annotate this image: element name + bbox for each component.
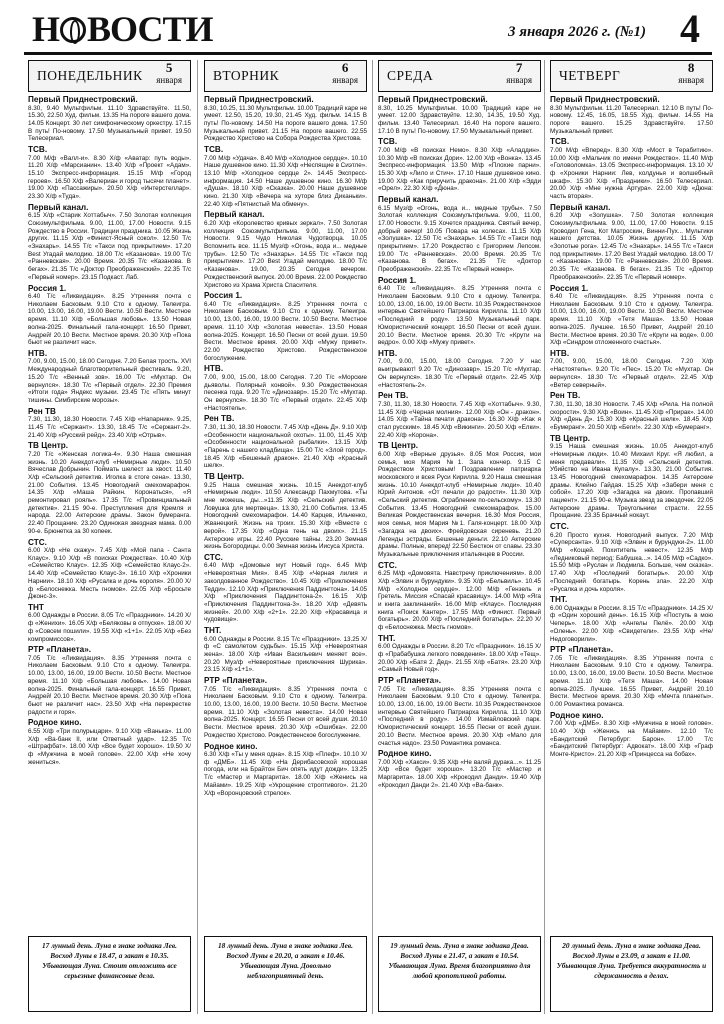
page-number: 4 bbox=[680, 6, 700, 51]
channel-listing bbox=[28, 95, 191, 933]
channel-name: Родное кино. bbox=[378, 749, 432, 759]
channel-name: Рен ТВ bbox=[28, 406, 56, 416]
channel-name: РТР «Планета». bbox=[378, 676, 442, 686]
column-divider bbox=[544, 60, 545, 1014]
lunar-forecast: 17 лунный день. Луна в знаке зодиака Лев. Восход Луны в 18.47, а закат в 10.35. Убывающая Луна. Стоит отложить все серьезные финансовые дела. bbox=[28, 936, 191, 1012]
issue-date: 3 января 2026 г. (№1) bbox=[508, 24, 646, 40]
channel-name: РТР «Планета». bbox=[28, 645, 92, 655]
channel-name: РТР «Планета». bbox=[204, 676, 268, 686]
channel-name: ТНТ. bbox=[204, 626, 222, 636]
channel-name: СТС. bbox=[204, 552, 223, 562]
column-divider bbox=[197, 60, 198, 1014]
program-list: 7.30, 11.30, 18.30 Новости. 7.45 Х/ф «Рила. На полной скорости». 9.30 Х/ф «Воин». 11.45 Х/ф «Прирак». 14.00 Х/ф «День Д». 15.30 Х/ф «Красный шелк». 18.45 Х/ф «Бумеранг». 20.50 Х/ф «Беги!». 22.30 Х/ф «Бумеранг». bbox=[550, 400, 713, 431]
program-list: 7.00 М/ф «Вперед». 8.30 Х/ф «Мост в Терабитию». 10.00 Х/ф «Мальчик по имени Рождество». 11.40 М/ф «Головоломка». 13.05 Экспресс-информация. 13.10 Х/ф «Хроники Нарнии: Лев, колдунья и волшебный шкаф». 15.30 Х/ф «Праздники». 16.50 Телесериал. 20.00 Х/ф «Мне нужна Артура». 22.00 Х/ф «Дюна: часть вторая». bbox=[550, 146, 713, 201]
program-list: 6.40 Т/с «Ликвидация». 8.25 Утренняя почта с Николаем Басковым. 9.10 Сто к одному. Телеигра. 10.00, 13.00, 16.00, 19.00 Вести. 10.50 Вести. Местное время. 11.10 Х/ф «Золотая невеста». 13.50 Новая волна-2025. Концерт. 16.50 Песни от всей души. 19.50 Вести. Местное время. 20.00 Х/ф «Мужу привет». 22.00 Рождество Христово. Рождественское богослужение. bbox=[204, 300, 367, 362]
day-column bbox=[550, 60, 713, 1014]
channel-name: СТС. bbox=[378, 560, 397, 570]
program-list: 6.40 Т/с «Ликвидация». 8.25 Утренняя почта с Николаем Басковым. 9.10 Сто к одному. Телеигра. 10.00, 13.00, 16.00, 19.00 Вести. 10.50 Вести. Местное время. 11.10 Х/ф «Тетя Маша». 13.50 Новая волна-2025. Лучшее. 16.50 Привет, Андрей! 20.10 Вести. Местное время. 20.30 Т/с «Круги на воде». 0.00 Х/ф «Синдром отложенного счастья». bbox=[550, 293, 713, 347]
program-list: 7.05 Т/с «Ликвидация». 8.35 Утренняя почта с Николаем Басковым. 9.10 Сто к одному. Телеигра. 10.00, 13.00, 16.00, 19.00 Вести. 10.50 Вести. Местное время. 11.10 Х/ф «Тетя Маша». 14.00 Новая волна-2025. Лучшее. 16.55 Привет, Андрей! 20.10 Вести. Местное время. 20.30 Х/ф «Мечта планеты». 0.00 Романтика романса. bbox=[550, 654, 713, 708]
channel-name: ТСВ. bbox=[550, 137, 570, 147]
day-name: СРЕДА bbox=[387, 68, 434, 83]
day-name: ЧЕТВЕРГ bbox=[559, 68, 621, 83]
channel-name: Россия 1. bbox=[378, 275, 417, 285]
channel-name: НТВ. bbox=[204, 364, 224, 374]
day-header bbox=[28, 60, 191, 92]
day-date: 8 января bbox=[678, 60, 704, 85]
day-name: ВТОРНИК bbox=[213, 68, 280, 83]
program-list: 7.00 М/ф «Валл-и». 8.30 Х/ф «Аватар: путь воды». 11.20 Х/ф «Марсианин». 13.40 Х/ф «Проект «Адам». 15.10 Экспресс-информация. 15.15 М/ф «Город героев». 16.50 Х/ф «Валериан и город тысячи планет». 19.00 Х/ф «Пассажиры». 20.50 Х/ф «Интерстеллар». 23.30 Х/ф «Туда». bbox=[28, 154, 191, 201]
channel-listing bbox=[204, 95, 367, 933]
program-list: 9.15 Наша смешная жизнь. 10.05 Анекдот-клуб «Немирные люди». 10.40 Михаил Круг. «Я любил, а меня предавали». 11.35 Х/ф «Сельский детектив. Убийство на Ивана Купалу». 13.30, 21.00 События. 13.45 Новогодний смехомарафон. 14.35 Актерские драмы. Клейно Гайдая. 15.25 Х/ф «Забери меня с собой». 17.20 Х/ф «Загадка на двоих. Пропавший пациент». 21.15 90-е. Музыка звезд за звездочек. 22.05 Актерские драмы. Треугольники страсти. 22.55 Прощание. 23.35 Брачный нокаут. bbox=[550, 443, 713, 520]
program-list: 6.00 Однажды в России. 8.15 Т/с «Праздники». 14.25 Х/ф «Один хороший день». 16.15 Х/ф «Поступь в мою Чеперь». 18.00 Х/ф «Ангелы Пелё». 20.00 Х/ф «Олень». 22.00 Х/ф «Свидетели». 23.55 Х/ф «Не/Недоговорили». bbox=[550, 604, 713, 643]
channel-name: ТНТ. bbox=[550, 595, 568, 605]
channel-name: Родное кино. bbox=[204, 741, 258, 751]
channel-name: ТНТ bbox=[28, 602, 44, 612]
program-list: 8.30, 10.25, 11.30 Мультфильм. 10.00 Традиций каре не умеет. 12.50, 15.20, 19.30, 21.45 Худ. фильм. 14.15 В путь! По-новому. 14.50 На пороге вашего дома. 17.50 Музыкальный привет. 21.15 На пороге вашего. 22.55 Рождество Христово на Собора Рождества Христова. bbox=[204, 104, 367, 143]
channel-name: Первый канал. bbox=[28, 202, 89, 212]
program-list: 7.00, 9.00, 15.00, 18.00 Сегодня. 7.20 Белая трость. XVI Международный благотворительный фестиваль. 9.20, 15.20 Т/с «Венный зов». 16.00 Т/с «Мухтар. Он вернулся». 18.30 Т/с «Первый отдел». 22.30 Премия «Итоги года» Яндекс музыки. 23.45 Т/с «Пять минут тишины. Симбирские морозы». bbox=[28, 358, 191, 404]
program-list: 6.15 Муз/ф «Огонь, вода и... медные трубы». 7.50 Золотая коллекция Союзмультфильма. 9.00, 11.00, 17.00 Новости. 9.15 Хочется праздника. Святый вечер, добрый вечер! 10.05 Повара на колесах. 11.15 Х/ф «Золушка». 12.50 Т/с «Знахарь». 14.55 Т/с «Такси под прикрытием». 17.20 Рождество с Григорием Лепсом. 19.00 Т/с «Ранневская». 20.00 Время. 20.35 Т/с «Казанова. В бегах». 21.35 Т/с «Доктор Преображенский». 22.35 Т/с «Первый номер». bbox=[378, 204, 541, 274]
day-column bbox=[28, 60, 191, 1014]
channel-name: ТВ Центр. bbox=[204, 472, 245, 482]
channel-name: Россия 1. bbox=[204, 291, 243, 301]
channel-name: СТС. bbox=[550, 522, 569, 532]
program-list: 6.00 Х/ф «Не скажу». 7.45 Х/ф «Мой папа - Санта Клаус». 9.10 Х/ф «В поисках Рождества». 10.40 Х/ф «Семейство Клаус». 12.35 Х/ф «Семейство Клаус-2». 14.40 Х/ф «Семейство Клаус-3». 16.10 Х/ф «Хроники Нарнии». 18.10 Х/ф «Русалка и дочь короля». 20.00 Х/ф «Белоснежка. Месть гномов». 22.05 Х/ф «Бросьте Джонс-3». bbox=[28, 547, 191, 601]
tv-schedule-grid bbox=[28, 60, 712, 1014]
program-list: 6.20 Х/ф «Королевство кривых зеркал». 7.50 Золотая коллекция Союзмультфильма. 9.00, 11.00, 17.00 Новости. 9.15 Чудо Николая Чудотворца. 10.05 Вспомнить все. 11.15 Муз/ф «Огонь, вода и... медные трубы». 12.50 Т/с «Знахарь». 14.55 Т/с «Такси под прикрытием». 17.20 Best Угадай мелодию. 18.00 Т/с «Казанова». 19.00, 20.35 Сегодня вечером. Рождественский выпуск. 20.00 Время. 22.00 Рождество Христово из Храма Христа Спасителя. bbox=[204, 219, 367, 289]
program-list: 6.00 Однажды в России. 8.15 Т/с «Праздники». 13.25 Х/ф «С самолетом судьбы». 15.15 Х/ф «Невероятная жена». 18.00 Х/ф «Иван Васильевич меняет все». 20.20 Муз/ф «Невероятные приключения Шурика». 23.15 Х/ф «1+1». bbox=[204, 635, 367, 674]
column-divider bbox=[372, 60, 373, 1014]
channel-name: ТСВ. bbox=[204, 145, 224, 155]
channel-name: Родное кино. bbox=[550, 710, 604, 720]
channel-name: ТНТ. bbox=[378, 633, 396, 643]
program-list: 7.20 Т/с «Женская логика-4». 9.30 Наша смешная жизнь. 10.20 Анекдот-клуб «Немирные люди». 10.50 Вячеслав Добрынин. Поймать шелест за хвост. 11.40 Х/ф «Сельский детектив. Иголка в стоге сена». 13.30, 21.00 События. 13.45 Новогодний смехомарафон. 14.35 Х/ф «Маша Райкин. Коронаться», «Я ремонтировал рояль». 17.35 Т/с «Провинциальный детектив». 21.15 90-е. Преступления для Кремля и народа. 22.00 Актерские драмы. Закон бумеранга. 22.40 Прощание. 23.20 Одинокая звездная мама. 0.00 90-е. Брюнетка за 30 копеек. bbox=[28, 450, 191, 535]
program-list: 7.05 Т/с «Ликвидация». 8.35 Утренняя почта с Николаем Басковым. 9.10 Сто к одному. Телеигра. 10.00, 13.00, 16.00, 19.00 Вести. 10.35 Рождественское интервью Святейшего Патриарха Кирилла. 11.10 Х/ф «Последний в роду». 14.00 Измайловский парк. Юмористический концерт. 16.55 Песни от всей души. 20.10 Вести. Местное время. 20.30 Х/ф «Мало для счастья надо». 23.50 Романтика романса. bbox=[378, 685, 541, 747]
program-list: 7.00 М/ф «В поисках Немо». 8.30 Х/ф «Аладдин». 10.30 М/ф «В поисках Дори». 12.00 Х/ф «Вонка». 13.45 Экспресс-информация. 13.50 М/ф «Плохие парни». 15.30 Х/ф «Лило и Стич». 17.10 Наше душевное кино. 19.00 Х/ф «Как приручить дракона». 21.00 Х/ф «Эдди «Орел». 22.30 Х/ф «Дюна». bbox=[378, 146, 541, 193]
masthead-rule bbox=[24, 52, 712, 55]
program-list: 8.30 Мультфильм. 11.20 Телесериал. 12.10 В путь! По-новому. 12.45, 16.05, 18.55 Худ. фильм. 14.55 На пороге вашего. 15.25 Здравствуйте. 17.50 Музыкальный привет. bbox=[550, 104, 713, 135]
program-list: 7.00, 9.00, 15.00, 18.00 Сегодня. 7.20 Х/ф «Настоятель». 9.20 Т/с «Пес». 15.20 Т/с «Мухтар. Он вернулся». 18.30 Т/с «Первый отдел». 22.45 Х/ф «Ветер северный». bbox=[550, 358, 713, 389]
channel-name: Рен ТВ. bbox=[204, 414, 235, 424]
day-date: 6 января bbox=[332, 60, 358, 85]
channel-name: Рен ТВ. bbox=[550, 391, 581, 401]
day-date: 5 января bbox=[156, 60, 182, 85]
channel-name: Россия 1. bbox=[28, 283, 67, 293]
day-column bbox=[378, 60, 541, 1014]
day-column bbox=[204, 60, 367, 1014]
day-header bbox=[378, 60, 541, 92]
lunar-forecast: 19 лунный день. Луна в знаке зодиака Дева. Восход Луны в 21.47, а закат в 10.54. Убывающая Луна. Время благоприятно для любой кропотливой работы. bbox=[378, 936, 541, 1012]
program-list: 6.30 Х/ф «Ты у меня одна». 8.15 Х/ф «Плеф». 10.10 Х/ф «ДМБ». 11.45 Х/ф «На Дерибасовской хорошая погода, или на Брайтон Бич опять идут дожди». 13.25 Т/с «Мастер и Маргарита». 18.00 Х/ф «Женись на Майами». 19.25 Х/ф «Укрощение строптивого». 21.20 Х/ф «Воронцовский стрелок». bbox=[204, 751, 367, 797]
program-list: 7.00, 9.00, 15.00, 18.00 Сегодня. 7.20 У нас выигрывают! 9.20 Т/с «Динозавр». 15.20 Т/с «Мухтар. Он вернулся». 18.30 Т/с «Первый отдел». 22.45 Х/ф «Настоятель-2». bbox=[378, 358, 541, 389]
masthead bbox=[24, 6, 712, 52]
newspaper-logo: Н ВОСТИ bbox=[32, 9, 213, 49]
day-date: 7 января bbox=[506, 60, 532, 85]
day-header bbox=[550, 60, 713, 92]
program-list: 7.00 Х/ф «ДМБ». 8.30 Х/ф «Мужчина в моей голове». 10.40 Х/ф «Женись на Майами». 12.10 Т/с «Бандитский Петербург: Барон». 17.00 Т/с «Бандитский Петербург: Адвокат». 18.00 Х/ф «Граф Монте-Кристо». 21.20 Х/ф «Принцесса на бобах». bbox=[550, 720, 713, 759]
program-list: 7.05 Т/с «Ликвидация». 8.35 Утренняя почта с Николаем Басковым. 9.10 Сто к одному. Телеигра. 10.00, 13.00, 16.00, 19.00 Вести. 10.50 Вести. Местное время. 11.10 Х/ф «Большая любовь». 14.00 Новая волна-2025. Финальный гала-концерт. 16.55 Привет, Андрей! 20.10 Вести. Местное время. 20.30 Х/ф «Пока бьют не различит нас». 23.50 Х/ф «На перекрестке радости и горя». bbox=[28, 654, 191, 716]
day-header bbox=[204, 60, 367, 92]
program-list: 7.30, 11.30, 18.30 Новости. 7.45 Х/ф «Хоттабыч». 9.30, 11.45 Х/ф «Черная молния». 12.00 Х/ф «Он - дракон». 14.05 Х/ф «Тайна печати дракона». 16.30 Х/ф «Как я стал русским». 18.45 Х/ф «Викинги». 20.50 Х/ф «Елки». 22.40 Х/ф «Корона». bbox=[378, 400, 541, 439]
day-name: ПОНЕДЕЛЬНИК bbox=[37, 68, 143, 83]
program-list: 6.40 Т/с «Ликвидация». 8.25 Утренняя почта с Николаем Басковым. 9.10 Сто к одному. Телеигра. 10.00, 13.00, 16.00, 19.00 Вести. 10.35 Рождественское интервью Святейшего Патриарха Кирилла. 11.10 Х/ф «Последний в роду». 13.50 Музыкальный парк. Юмористический концерт. 16.50 Песни от всей души. 20.10 Вести. Местное время. 20.30 Т/с «Крути на ведро». 0.00 Х/ф «Мужу привет». bbox=[378, 285, 541, 347]
channel-name: ТВ Центр. bbox=[378, 441, 419, 451]
channel-name: Первый канал. bbox=[378, 195, 439, 205]
program-list: 9.25 Наша смешная жизнь. 10.15 Анекдот-клуб «Немирные люди». 10.50 Александр Пахмутова. «Ты мне можешь, ды...»11.35 Х/ф «Сельский детектив. Ловушка для мертвеца». 13.30, 21.00 События. 13.45 Новогодний смехомарафон. 14.40 Карцев, Ильченко, Жванецкий. Жизнь на троих. 15.30 Х/ф «Вместе с верой». 17.35 Х/ф «Одна тень на двоих». 21.15 Актерские игры. 22.40 Русские тайны. 23.20 Земная жизнь Богородицы. 0.00 Земная жизнь Иисуса Христа. bbox=[204, 481, 367, 551]
channel-name: СТС. bbox=[28, 537, 47, 547]
channel-name: НТВ. bbox=[28, 348, 48, 358]
program-list: 6.20 Просто кухня. Новогодний выпуск. 7.20 М/ф «Суперсанта». 9.10 Х/ф «Элвин и бурундуки-2». 11.00 М/ф «Кощей. Похититель невест». 12.35 М/ф «Ледниковый период: Бабушка...». 14.05 М/ф «Садко». 15.50 М/ф «Руслан и Людмила. Больше, чем сказка». 17.40 Х/ф «Последний богатырь». 20.00 Х/ф «Последний богатырь. Корень зла». 22.20 Х/ф «Русалка и дочь короля». bbox=[550, 531, 713, 593]
lunar-forecast: 20 лунный день. Луна в знаке зодиака Дева. Восход Луны в 23.09, а закат в 11.00. Убывающая Луна. Требуется аккуратность и сдержанность в делах. bbox=[550, 936, 713, 1012]
program-list: 8.30, 10.25 Мультфильм. 10.00 Традиций каре не умеет. 12.00 Здравствуйте. 12.30, 14.35, 19.50 Худ. фильм. 13.40 Телесериал. 16.40 На пороге вашего. 17.10 В путь! По-новому. 17.50 Музыкальный привет. bbox=[378, 104, 541, 135]
channel-name: Рен ТВ. bbox=[378, 391, 409, 401]
channel-name: РТР «Планета». bbox=[550, 645, 614, 655]
channel-name: ТСВ. bbox=[28, 145, 48, 155]
program-list: 7.30, 11.30, 18.30 Новости. 7.45 Х/ф «Напарник». 9.25, 11.45 Т/с «Сержант». 13.30, 18.45 Т/с «Сержант-2». 21.40 Х/ф «Русский рейд». 23.40 Х/ф «Отрыв». bbox=[28, 416, 191, 439]
program-list: 6.55 Х/ф «Три полурыцари». 9.10 Х/ф «Ванька». 11.00 Х/ф «Ва-банк II, или Ответный удар». 12.35 Т/с «Штрафбат». 18.00 Х/ф «Все будет хорошо». 19.50 Х/ф «Мужчина в моей голове». 22.00 Х/ф «Не хочу жениться». bbox=[28, 727, 191, 766]
program-list: 6.00 Однажды в России. 8.20 Т/с «Праздники». 16.15 Х/ф «Прабабушка легкого поведения». 18.00 Х/ф «Тещ». 20.00 Х/ф «Батя 2. Дед». 21.55 Х/ф «Батя». 23.20 Х/ф «Самый Новый год». bbox=[378, 643, 541, 674]
program-list: 6.25 М/ф «Домовята. Навстречу приключениям». 8.00 Х/ф «Элвин и бурундуки». 9.35 Х/ф «Бельвиль». 10.45 М/ф «Холодное сердце». 12.00 М/ф «Гензель и Гретель. Миссия «Спасай красавицу». 14.00 М/ф «Яга и книга заклинаний». 16.00 М/ф «Клаус». Последняя книга «Поиск Кантер». 17.55 М/ф «Финист. Первый богатырь». 20.00 Х/ф «Последний богатырь». 22.20 Х/ф «Белоснежка. Месть гномов». bbox=[378, 570, 541, 632]
channel-name: Первый канал. bbox=[550, 202, 611, 212]
channel-name: ТВ Центр. bbox=[28, 441, 69, 451]
channel-listing bbox=[550, 95, 713, 933]
channel-name: Первый Приднестровский. bbox=[28, 95, 138, 104]
channel-name: Первый канал. bbox=[204, 210, 265, 220]
channel-name: Первый Приднестровский. bbox=[550, 95, 660, 104]
program-list: 7.00, 9.00, 15.00, 18.00 Сегодня. 7.20 Т/с «Морские дьяволы. Полярный конвой». 9.30 Рождественская песенка года. 9.20 Т/с «Динозавр». 15.20 Т/с «Мухтар. Он вернулся». 18.30 Т/с «Первый отдел». 22.45 Х/ф «Настоятель». bbox=[204, 373, 367, 412]
program-list: 6.40 Т/с «Ликвидация». 8.25 Утренняя почта с Николаем Басковым. 9.10 Сто к одному. Телеигра. 10.00, 13.00, 16.00, 19.00 Вести. 10.50 Вести. Местное время. 11.10 Х/ф «Большая любовь». 13.50 Новая волна-2025. Финальный гала-концерт. 16.50 Привет, Андрей! 20.10 Вести. Местное время. 20.30 Х/ф «Пока бьют не различит нас». bbox=[28, 293, 191, 347]
channel-name: НТВ. bbox=[378, 348, 398, 358]
program-list: 7.05 Т/с «Ликвидация». 8.35 Утренняя почта с Николаем Басковым. 9.10 Сто к одному. Телеигра. 10.00, 13.00, 16.00, 19.00 Вести. 10.50 Вести. Местное время. 11.10 Х/ф «Золотая невеста». 14.00 Новая волна-2025. Концерт. 16.55 Песни от всей души. 20.10 Вести. Местное время. 20.30 Х/ф «Ошибка». 22.00 Рождество Христово. Рождественское богослужение. bbox=[204, 685, 367, 739]
program-list: 7.30, 11.30, 18.30 Новости. 7.45 Х/ф «День Д». 9.10 Х/ф «Особенности национальной охоты». 11.00, 11.45 Х/ф «Особенности национальной рыбалки». 13.15 Х/ф «Парень с нашего кладбища». 15.00 Т/с «Злой город». 18.45 Х/ф «Бешеный дракон». 21.40 Х/ф «Красный шелк». bbox=[204, 423, 367, 470]
program-list: 6.00 Х/ф «Верные друзья». 8.05 Моя Россия, мои семья, моя Мария №1. Запа кончер. 9.15 С Рождеством Христовым! Поздравление патриарха московского и всея Руси Кирилла. 9.20 Наша смешная жизнь. 10.10 Анекдот-клуб «Немирные люди». 10.40 Юрий Антонов. «От печали до радости». 11.30 Х/ф «Сельский детектив. Ограбление по-сельскому». 13.30 События. 13.45 Новогодний смехомарафон. 15.00 Великая Рождественская вечерня. 16.30 Моя Россия, моя семья, моя Мария №1. Галя-концерт. 18.00 Х/ф «Загадка на двоих». Фрейдовская сиреневь. 21.20 Легенды эстрады. Бешеные деньги. 22.10 Актерские драмы. Полные, вперед! 22.50 Бесткон от славы. 23.30 Музыкальные приключения итальянцев в России. bbox=[378, 450, 541, 558]
program-list: 8.30, 9.40 Мультфильм. 11.10 Здравствуйте. 11.50, 15.30, 22.50 Худ. фильм. 13.35 На пороге вашего дома. 14.05 Концерт. 30 лет симфоническому оркестру. 17.15 В путь! По-новому. 17.50 Музыкальный привет. 19.50 Телесериал. bbox=[28, 104, 191, 143]
channel-name: Первый Приднестровский. bbox=[204, 95, 314, 104]
program-list: 7.00 Х/ф «Хакси». 9.35 Х/ф «Не валяй дурака...». 11.25 Х/ф «Все будет хорошо». 13.20 Т/с «Мастер и Маргарита». 18.00 Х/ф «Крокодил Данди». 19.40 Х/ф «Крокодил Данди 2». 21.40 Х/ф «Ва-банк». bbox=[378, 758, 541, 789]
channel-name: НТВ. bbox=[550, 348, 570, 358]
program-list: 7.00 М/ф «Удача». 8.40 М/ф «Холодное сердце». 10.10 Наше душевное кино. 11.30 Х/ф «Неспящие в Сиэтле». 13.10 М/ф «Холодное сердце 2». 14.45 Экспресс-информация. 14.50 Наше душевное кино. 16.30 М/ф «Душа». 18.10 Х/ф «Сказка». 20.00 Наше душевное кино. 21.30 Х/ф «Вечера на хуторе близ Диканьки». 22.40 Х/ф «Пятнистый Ма обмену». bbox=[204, 154, 367, 208]
channel-name: ТСВ. bbox=[378, 137, 398, 147]
program-list: 6.00 Однажды в России. 8.05 Т/с «Праздники». 14.20 Х/ф «Женихи». 16.05 Х/ф «Беляковы в отпуске». 18.00 Х/ф «Совсем пошили». 19.55 Х/ф «1+1». 22.05 Х/ф «Без компромиссов». bbox=[28, 612, 191, 643]
channel-name: Родное кино. bbox=[28, 718, 82, 728]
channel-listing bbox=[378, 95, 541, 933]
globe-icon bbox=[60, 17, 86, 43]
channel-name: Россия 1. bbox=[550, 283, 589, 293]
program-list: 6.20 Х/ф «Золушка». 7.50 Золотая коллекция Союзмультфильма. 9.00, 11.00, 17.00 Новости. 9.15 Кроводил Гена, Кот Матроскин, Винни-Пух... Мультики нашего детства. 10.05 Жизнь других. 11.15 Х/ф «Золотые рога». 12.45 Т/с «Знахарь». 14.55 Т/с «Такси под прикрытием». 17.20 Best Угадай мелодию. 18.00 Т/с «Казанова». 19.00 Т/с «Ранневская». 20.00 Время. 20.35 Т/с «Казанова. В бегах». 21.35 Т/с «Доктор Преображенский». 22.35 Т/с «Первый номер». bbox=[550, 212, 713, 281]
program-list: 6.40 М/ф «Домовые мут Новый год». 6.45 М/ф «Невероятная Мия». 8.45 Х/ф «Черная лилия и заколдованное Рождество». 10.45 Х/ф «Приключения Тедди». 12.10 Х/ф «Приключения Паддингтона». 14.05 Х/ф «Приключения Паддингтона-2». 16.15 Х/ф «Приключения Паддингтона-3». 18.20 Х/ф «Девять жизней». 20.00 Х/ф «2+1». 22.20 Х/ф «Красавица и чудовище». bbox=[204, 562, 367, 624]
program-list: 6.15 Х/ф «Старик Хоттабыч». 7.50 Золотая коллекция Союзмультфильма. 9.00, 11.00, 17.00 Новости. 9.15 Рождество в России. Традиции праздника. 10.05 Жизнь других. 11.15 Х/ф «Финист-Ясный сокол». 12.50 Т/с «Знахарь». 14.55 Т/с «Такси под прикрытием». 17.20 Best Угадай мелодию. 18.00 Т/с «Казанова». 19.00 Т/с «Ранневская». 20.00 Время. 20.35 Т/с «Казанова. В бегах». 21.35 Т/с «Доктор Преображенский». 22.35 Т/с «Первый номер». 23.15 Подкаст. Лаб. bbox=[28, 212, 191, 281]
channel-name: ТВ Центр. bbox=[550, 433, 591, 443]
channel-name: Первый Приднестровский. bbox=[378, 95, 488, 104]
lunar-forecast: 18 лунный день. Луна в знаке зодиака Лев. Восход Луны в 20.20, а закат в 10.46. Убывающая Луна. Довольно неблагоприятный день. bbox=[204, 936, 367, 1012]
